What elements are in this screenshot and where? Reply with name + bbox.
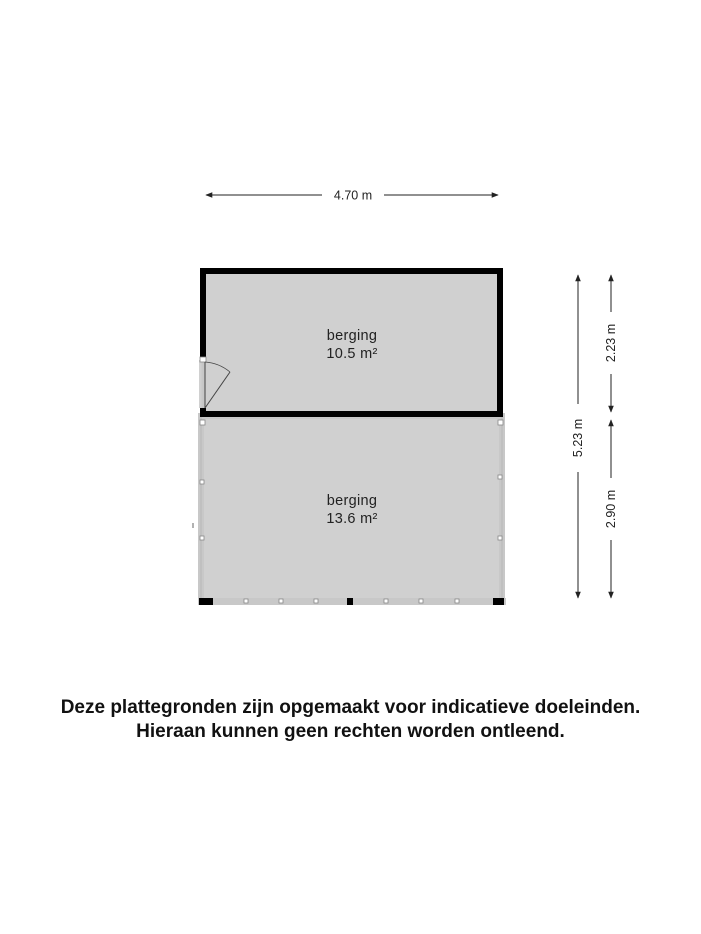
room-lower-area: 13.6 m² (326, 511, 378, 527)
height-total-dimension (571, 275, 585, 598)
height-upper-label: 2.23 m (604, 323, 618, 363)
room-upper-name: berging (326, 328, 378, 344)
width-dimension-label: 4.70 m (333, 188, 373, 203)
disclaimer-line-2: Hieraan kunnen geen rechten worden ontleend. (136, 721, 565, 742)
height-upper-dimension (604, 275, 618, 412)
height-total-label: 5.23 m (571, 418, 585, 458)
width-dimension (206, 189, 498, 203)
room-upper-area: 10.5 m² (326, 346, 378, 362)
height-lower-label: 2.90 m (604, 489, 618, 529)
disclaimer-line-1: Deze plattegronden zijn opgemaakt voor indicatieve doeleinden. (60, 697, 641, 718)
room-lower-name: berging (326, 493, 378, 509)
height-lower-dimension (604, 420, 618, 598)
